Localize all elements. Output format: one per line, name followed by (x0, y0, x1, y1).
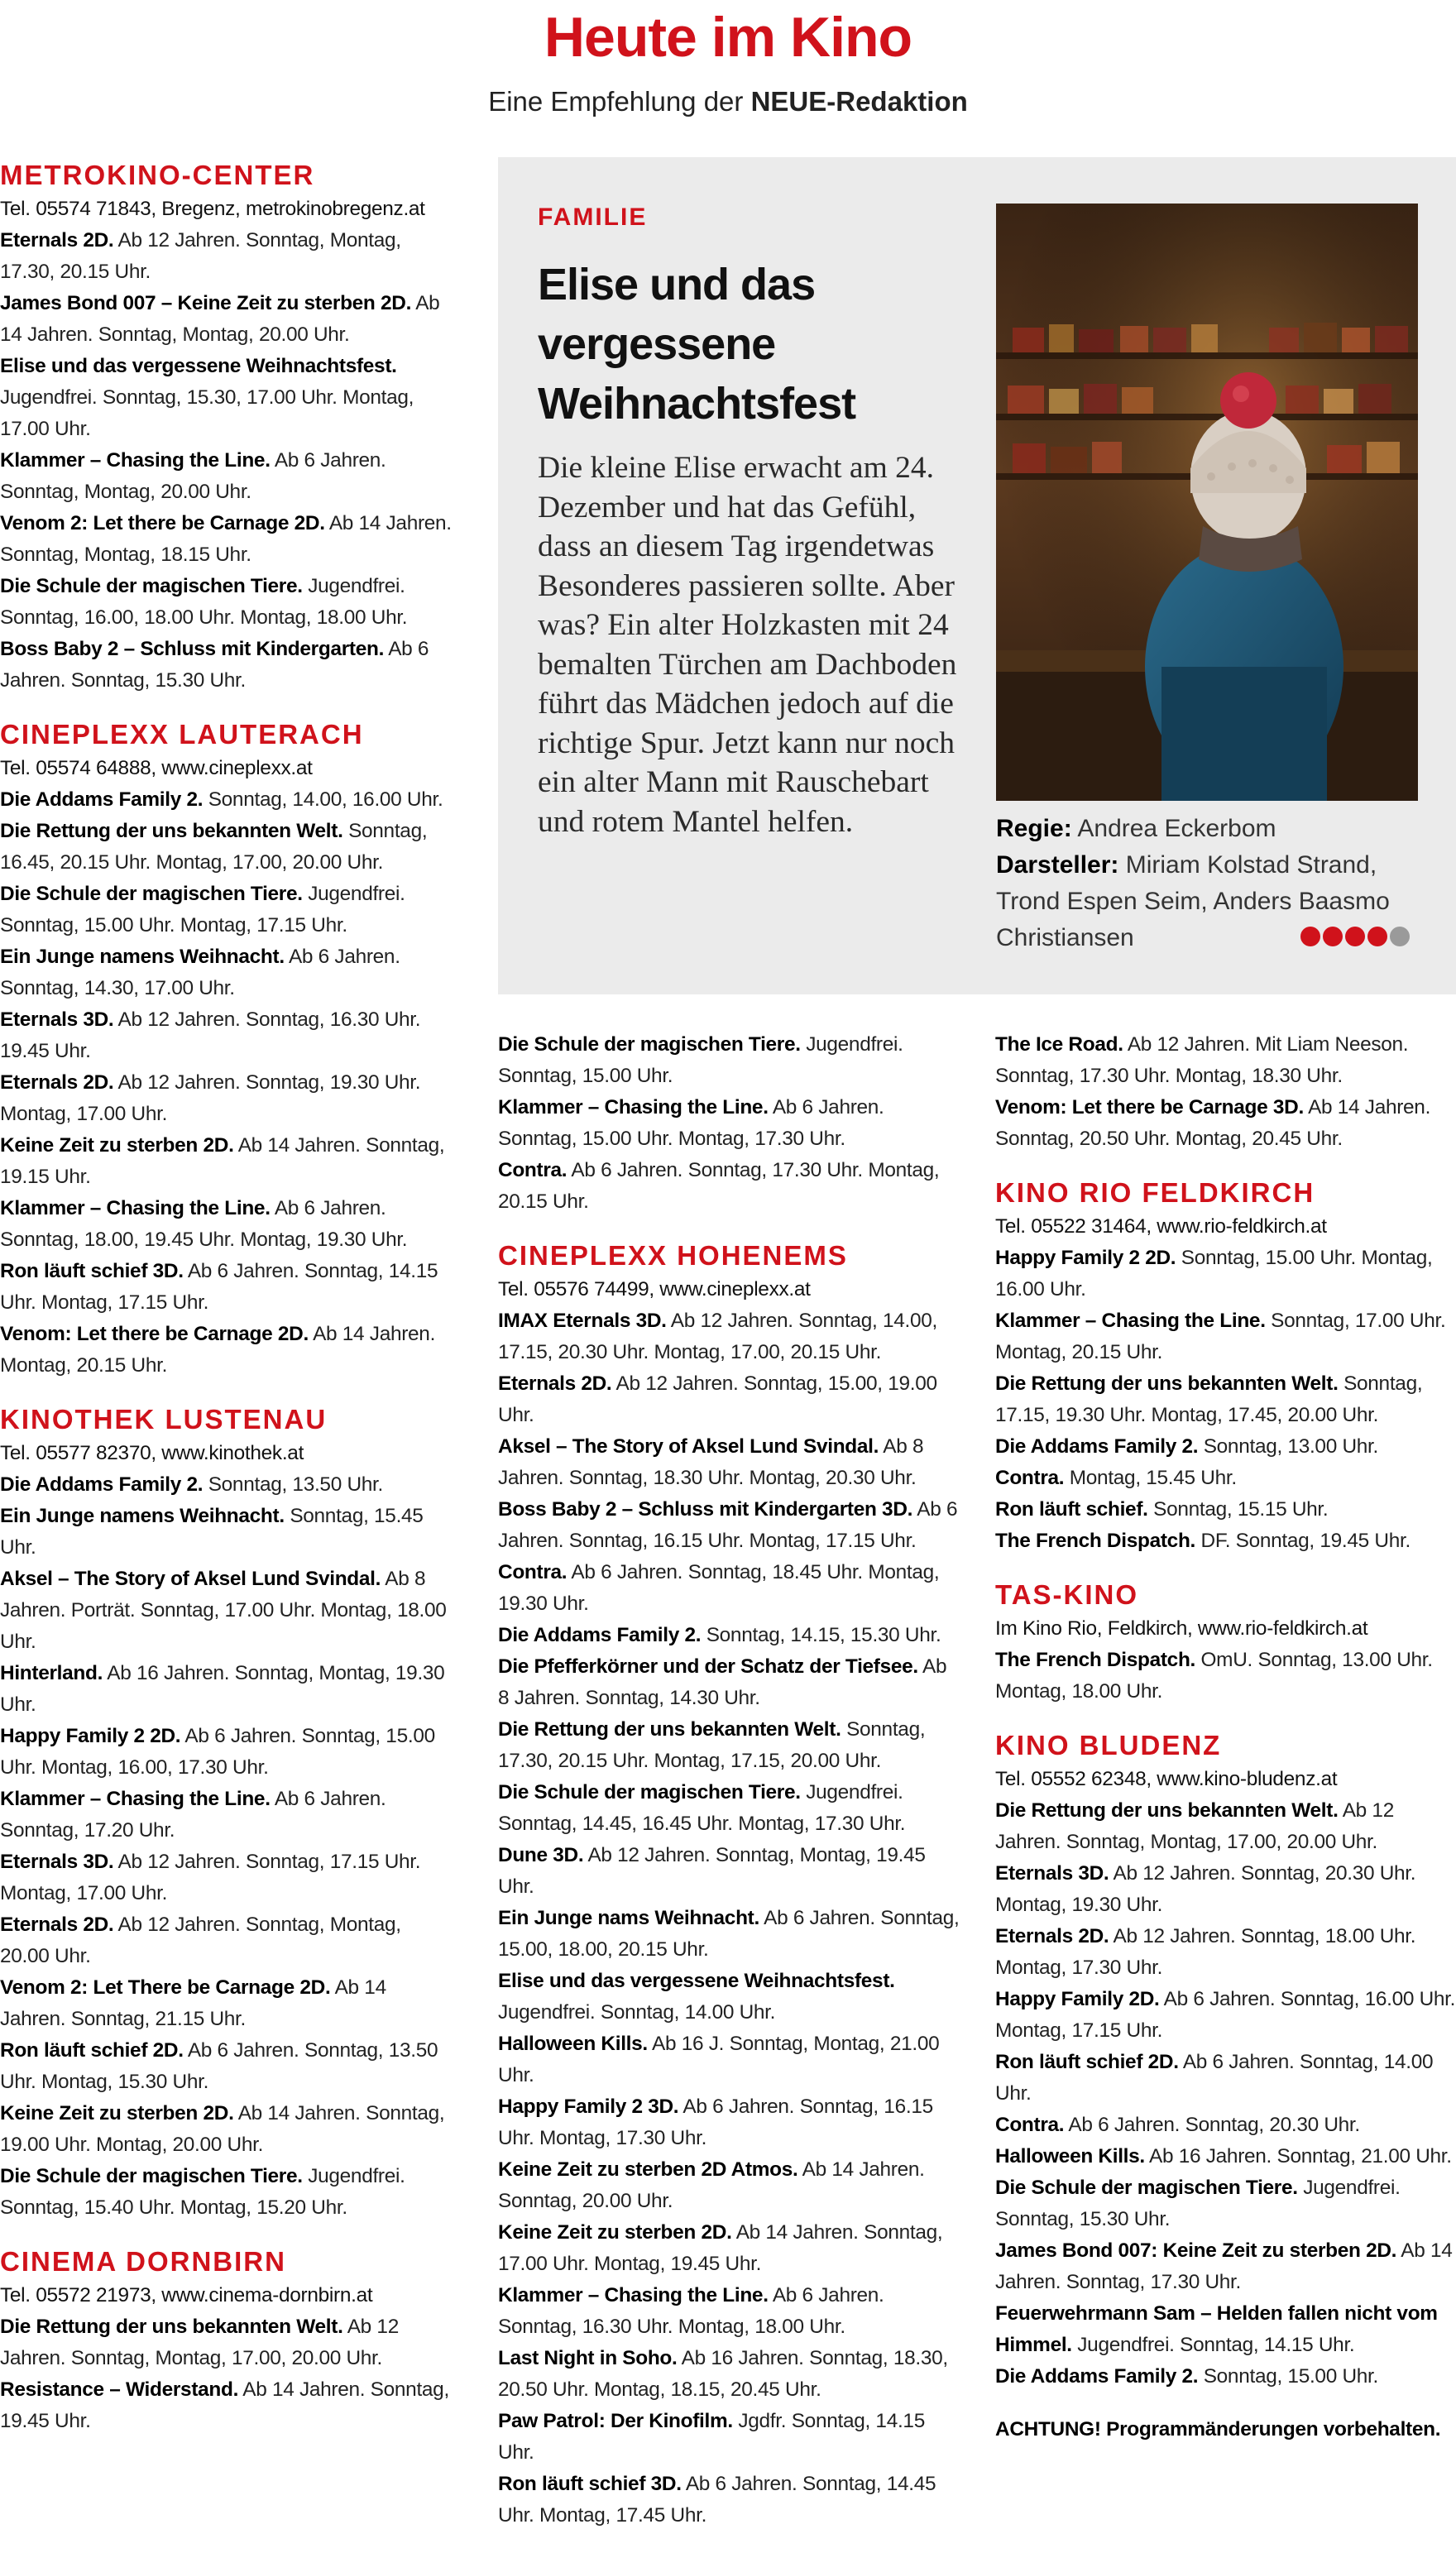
film-details: Sonntag, 15.45 Uhr. (0, 1505, 424, 1559)
rating-dots (1300, 927, 1412, 951)
film-listing (0, 288, 453, 351)
movie-still-image (996, 204, 1418, 801)
cinema-contact: Tel. 05552 62348, www.kino-bludenz.at (995, 1768, 1338, 1790)
film-details: Ab 12 Jahren. Sonntag, Montag, 19.45 Uhr. (498, 1844, 926, 1898)
film-listing (995, 1494, 1456, 1526)
film-title: Ron läuft schief 2D. (995, 2051, 1179, 2073)
cinema-block (0, 1403, 453, 2224)
film-title: Contra. (995, 1467, 1065, 1489)
film-details: Ab 14 Jahren. Montag, 20.15 Uhr. (0, 1323, 436, 1377)
film-listing (0, 225, 453, 288)
film-details: Ab 6 Jahren. Sonntag, 15.00, 18.00, 20.15 Uhr. (498, 1907, 960, 1961)
film-details: Ab 6 Jahren. Sonntag, 20.30 Uhr. (1068, 2114, 1360, 2136)
film-listing (498, 1092, 961, 1155)
rating-dot-filled (1323, 927, 1343, 946)
film-title: Venom 2: Let There be Carnage 2D. (0, 1976, 331, 1999)
film-title: Eternals 2D. (498, 1372, 612, 1395)
film-details: Jugendfrei. Sonntag, 15.00 Uhr. (498, 1033, 903, 1087)
film-details: Sonntag, 14.15, 15.30 Uhr. (706, 1624, 941, 1646)
film-listing (498, 1029, 961, 1092)
cinema-block (995, 1176, 1456, 1557)
film-listing (498, 2469, 961, 2531)
rating-dot-filled (1345, 927, 1365, 946)
film-listing (0, 1658, 453, 1721)
film-listing (498, 1651, 961, 1714)
film-details: Ab 14 Jahren. Sonntag, Montag, 20.00 Uhr. (0, 292, 440, 346)
film-listing (0, 1067, 453, 1130)
film-details: Jugendfrei. Sonntag, 15.30 Uhr. (995, 2177, 1401, 2230)
film-details: Ab 14 Jahren. Sonntag, 17.00 Uhr. Montag, 19.45 Uhr. (498, 2221, 943, 2275)
film-title: Eternals 2D. (0, 229, 114, 251)
film-details: Ab 16 J. Sonntag, Montag, 21.00 Uhr. (498, 2033, 940, 2086)
film-details: Ab 8 Jahren. Porträt. Sonntag, 17.00 Uhr. Montag, 18.00 Uhr. (0, 1568, 447, 1653)
film-title: Keine Zeit zu sterben 2D. (498, 2221, 732, 2244)
cinema-name: KINO BLUDENZ (995, 1730, 1222, 1760)
film-details: Ab 6 Jahren. Sonntag, 16.00 Uhr. Montag, 17.15 Uhr. (995, 1988, 1456, 2042)
film-listing (0, 2374, 453, 2437)
feature-title: Elise und das vergessene Weihnachtsfest (538, 260, 856, 429)
film-listing (498, 2280, 961, 2343)
film-listing (498, 2091, 961, 2154)
film-listing (498, 2406, 961, 2469)
film-listing (0, 508, 453, 571)
film-title: Die Pfefferkörner und der Schatz der Tiefsee. (498, 1655, 918, 1678)
film-listing (498, 1620, 961, 1651)
film-title: Eternals 2D. (995, 1925, 1109, 1947)
film-details: Sonntag, 15.15 Uhr. (1153, 1498, 1329, 1521)
film-title: Elise und das vergessene Weihnachtsfest. (0, 355, 397, 377)
film-title: Eternals 3D. (995, 1862, 1109, 1885)
film-listing (498, 1494, 961, 1557)
film-listing (995, 1431, 1456, 1463)
film-title: Klammer – Chasing the Line. (0, 449, 271, 472)
film-listing (498, 1840, 961, 1903)
film-details: Ab 8 Jahren. Sonntag, 18.30 Uhr. Montag, 20.30 Uhr. (498, 1435, 924, 1489)
film-listing (0, 2161, 453, 2224)
film-listing (0, 1469, 453, 1501)
film-listing (0, 2098, 453, 2161)
film-listing (0, 1319, 453, 1382)
cinema-contact: Tel. 05577 82370, www.kinothek.at (0, 1442, 304, 1464)
film-details: Ab 6 Jahren. Sonntag, 14.00 Uhr. (995, 2051, 1434, 2105)
film-title: Resistance – Widerstand. (0, 2378, 239, 2401)
film-title: Halloween Kills. (995, 2145, 1145, 2167)
film-title: Contra. (995, 2114, 1065, 2136)
film-details: Ab 6 Jahren. Sonntag, 15.00 Uhr. Montag, 16.00, 17.30 Uhr. (0, 1725, 435, 1779)
film-listing (0, 1721, 453, 1784)
film-details: Ab 16 Jahren. Sonntag, Montag, 19.30 Uhr. (0, 1662, 445, 1716)
film-title: Eternals 2D. (0, 1071, 114, 1094)
film-details: Ab 12 Jahren. Sonntag, 16.30 Uhr. 19.45 Uhr. (0, 1008, 421, 1062)
film-listing (995, 2047, 1456, 2110)
film-details: Sonntag, 17.00 Uhr. Montag, 20.15 Uhr. (995, 1310, 1446, 1363)
film-listing (498, 1903, 961, 1966)
film-listing (995, 2298, 1456, 2361)
film-listing (498, 2029, 961, 2091)
film-listing (498, 2154, 961, 2217)
film-listing (995, 2141, 1456, 2172)
film-listing (0, 1004, 453, 1067)
film-title: Klammer – Chasing the Line. (0, 1197, 271, 1219)
film-details: Ab 6 Jahren. Sonntag, 15.00 Uhr. Montag, 17.30 Uhr. (498, 1096, 884, 1150)
film-details: Jugendfrei. Sonntag, 14.45, 16.45 Uhr. Montag, 17.30 Uhr. (498, 1781, 906, 1835)
film-details: Ab 16 Jahren. Sonntag, 18.30, 20.50 Uhr. Montag, 18.15, 20.45 Uhr. (498, 2347, 948, 2401)
film-title: Ron läuft schief. (995, 1498, 1148, 1521)
film-listing (995, 1029, 1456, 1092)
film-listing (0, 571, 453, 634)
film-title: Keine Zeit zu sterben 2D. (0, 1134, 234, 1157)
film-title: Die Schule der magischen Tiere. (995, 2177, 1298, 2199)
cinema-contact: Tel. 05522 31464, www.rio-feldkirch.at (995, 1215, 1327, 1238)
film-title: Die Rettung der uns bekannten Welt. (498, 1718, 841, 1741)
film-details: Ab 6 Jahren. Sonntag, 14.15 Uhr. Montag, 17.15 Uhr. (0, 1260, 438, 1314)
film-listing (995, 1526, 1456, 1557)
film-details: Ab 6 Jahren. Sonntag, 13.50 Uhr. Montag, 15.30 Uhr. (0, 2039, 438, 2093)
film-details: Ab 14 Jahren. Sonntag, 19.45 Uhr. (0, 2378, 449, 2432)
director-label: Regie: (996, 815, 1072, 842)
film-listing (995, 2361, 1456, 2393)
film-title: Die Addams Family 2. (0, 788, 204, 811)
film-title: James Bond 007 – Keine Zeit zu sterben 2D. (0, 292, 412, 314)
film-listing (0, 351, 453, 445)
listing-column-1 (0, 159, 453, 2459)
film-details: Sonntag, 17.15, 19.30 Uhr. Montag, 17.45, 20.00 Uhr. (995, 1372, 1423, 1426)
film-title: Keine Zeit zu sterben 2D. (0, 2102, 234, 2124)
film-title: Die Rettung der uns bekannten Welt. (0, 2316, 343, 2338)
film-listing (498, 1714, 961, 1777)
film-title: Klammer – Chasing the Line. (498, 1096, 769, 1118)
film-title: Die Addams Family 2. (995, 2365, 1199, 2388)
cast-names: Miriam Kolstad Strand, Trond Espen Seim, Anders Baasmo Christiansen (996, 851, 1390, 951)
film-details: Ab 6 Jahren. Sonntag, 14.30, 17.00 Uhr. (0, 946, 400, 999)
cinema-block (995, 1729, 1456, 2393)
film-listing (0, 1784, 453, 1846)
film-title: Boss Baby 2 – Schluss mit Kindergarten. (0, 638, 385, 660)
film-details: Jugendfrei. Sonntag, 15.40 Uhr. Montag, 15.20 Uhr. (0, 2165, 405, 2219)
listing-column-3 (995, 1029, 1456, 2445)
film-title: Venom: Let there be Carnage 2D. (0, 1323, 309, 1345)
cinema-name: METROKINO-CENTER (0, 160, 315, 190)
film-title: Ein Junge namens Weihnacht. (0, 946, 285, 968)
film-details: Ab 12 Jahren. Sonntag, Montag, 17.00, 20.00 Uhr. (0, 2316, 399, 2369)
film-details: Ab 6 Jahren. Sonntag, Montag, 20.00 Uhr. (0, 449, 386, 503)
program-change-notice: ACHTUNG! Programmänderungen vorbehalten. (995, 2418, 1441, 2440)
film-details: Ab 14 Jahren. Sonntag, 21.15 Uhr. (0, 1976, 386, 2030)
subtitle-prefix: Eine Empfehlung der (488, 86, 751, 117)
film-listing (0, 1130, 453, 1193)
film-listing (0, 784, 453, 816)
film-details: Jugendfrei. Sonntag, 16.00, 18.00 Uhr. Montag, 18.00 Uhr. (0, 575, 408, 629)
film-listing (498, 1305, 961, 1368)
cinema-block (995, 1029, 1456, 1155)
film-title: Boss Baby 2 – Schluss mit Kindergarten 3D. (498, 1498, 913, 1521)
film-title: Klammer – Chasing the Line. (995, 1310, 1266, 1332)
film-title: Keine Zeit zu sterben 2D Atmos. (498, 2158, 798, 2181)
film-details: DF. Sonntag, 19.45 Uhr. (1200, 1530, 1410, 1552)
film-details: Ab 12 Jahren. Sonntag, Montag, 17.00, 20.00 Uhr. (995, 1799, 1394, 1853)
film-listing (498, 1557, 961, 1620)
film-listing (995, 1368, 1456, 1431)
film-title: IMAX Eternals 3D. (498, 1310, 667, 1332)
film-title: Die Schule der magischen Tiere. (498, 1781, 801, 1803)
cinema-contact: Tel. 05574 71843, Bregenz, metrokinobregenz.at (0, 198, 425, 220)
film-title: Die Schule der magischen Tiere. (0, 575, 303, 597)
film-details: Ab 14 Jahren. Sonntag, 19.15 Uhr. (0, 1134, 445, 1188)
film-listing (498, 2217, 961, 2280)
feature-body: Die kleine Elise erwacht am 24. Dezember und hat das Gefühl, dass an diesem Tag irgendetwas Besonderes passieren sollte. Aber was? Ein alter Holzkasten mit 24 bemalten Türchen am Dachboden führt das Mädchen jedoch auf die richtige Spur. Jetzt kann nur noch ein alter Mann mit Rauschebart und rotem Mantel helfen. (538, 451, 957, 839)
film-listing (498, 1155, 961, 1218)
film-title: Aksel – The Story of Aksel Lund Svindal. (498, 1435, 879, 1458)
film-title: Die Schule der magischen Tiere. (0, 883, 303, 905)
film-listing (0, 1846, 453, 1909)
film-details: Jugendfrei. Sonntag, 15.00 Uhr. Montag, 17.15 Uhr. (0, 883, 405, 936)
film-title: Die Schule der magischen Tiere. (0, 2165, 303, 2187)
cinema-block (0, 159, 453, 697)
film-details: Ab 14 Jahren. Sonntag, 17.30 Uhr. (995, 2239, 1453, 2293)
film-title: Paw Patrol: Der Kinofilm. (498, 2410, 733, 2432)
rating-dot-filled (1300, 927, 1320, 946)
film-title: Last Night in Soho. (498, 2347, 678, 2369)
film-listing (0, 941, 453, 1004)
film-details: Sonntag, 13.50 Uhr. (208, 1473, 383, 1496)
rating-dot-filled (1367, 927, 1387, 946)
film-title: Halloween Kills. (498, 2033, 648, 2055)
film-title: Klammer – Chasing the Line. (498, 2284, 769, 2306)
film-title: Ron läuft schief 2D. (0, 2039, 184, 2062)
feature-category: FAMILIE (538, 204, 648, 231)
film-details: Ab 6 Jahren. Sonntag, 18.00, 19.45 Uhr. Montag, 19.30 Uhr. (0, 1197, 408, 1251)
film-details: Sonntag, 14.00, 16.00 Uhr. (208, 788, 443, 811)
film-title: Happy Family 2 3D. (498, 2096, 679, 2118)
film-title: James Bond 007: Keine Zeit zu sterben 2D. (995, 2239, 1397, 2262)
feature-photo (996, 204, 1418, 801)
film-details: Ab 12 Jahren. Sonntag, 17.15 Uhr. Montag, 17.00 Uhr. (0, 1851, 421, 1904)
film-details: Sonntag, 17.30, 20.15 Uhr. Montag, 17.15, 20.00 Uhr. (498, 1718, 926, 1772)
film-title: Eternals 2D. (0, 1914, 114, 1936)
director-name: Andrea Eckerbom (1077, 815, 1276, 842)
film-listing (995, 1243, 1456, 1305)
listing-column-2 (498, 1029, 961, 2553)
film-details: Ab 12 Jahren. Sonntag, Montag, 17.30, 20.15 Uhr. (0, 229, 401, 283)
film-listing (0, 634, 453, 697)
film-details: Ab 8 Jahren. Sonntag, 14.30 Uhr. (498, 1655, 947, 1709)
film-details: OmU. Sonntag, 13.00 Uhr. Montag, 18.00 Uhr. (995, 1649, 1433, 1703)
film-details: Jgdfr. Sonntag, 14.15 Uhr. (498, 2410, 925, 2464)
cinema-block (0, 718, 453, 1382)
film-listing (995, 2235, 1456, 2298)
feature-box (498, 157, 1456, 994)
film-details: Sonntag, 13.00 Uhr. (1203, 1435, 1378, 1458)
subtitle-bold: NEUE-Redaktion (750, 86, 968, 117)
cinema-block (0, 2245, 453, 2437)
film-title: Feuerwehrmann Sam – Helden fallen nicht vom Himmel. (995, 2302, 1438, 2356)
cinema-contact: Tel. 05576 74499, www.cineplexx.at (498, 1278, 811, 1300)
film-listing (498, 2343, 961, 2406)
film-title: Ein Junge nams Weihnacht. (498, 1907, 759, 1929)
film-details: Ab 12 Jahren. Sonntag, Montag, 20.00 Uhr. (0, 1914, 401, 1967)
cinema-name: CINEPLEXX HOHENEMS (498, 1240, 848, 1271)
film-details: Ab 6 Jahren. Sonntag, 16.30 Uhr. Montag, 18.00 Uhr. (498, 2284, 884, 2338)
film-title: Venom: Let there be Carnage 3D. (995, 1096, 1304, 1118)
film-listing (0, 1564, 453, 1658)
film-details: Sonntag, 15.00 Uhr. Montag, 16.00 Uhr. (995, 1247, 1433, 1300)
film-details: Ab 6 Jahren. Sonntag, 17.30 Uhr. Montag, 20.15 Uhr. (498, 1159, 940, 1213)
rating-dot-empty (1390, 927, 1410, 946)
film-listing (498, 1431, 961, 1494)
film-listing (995, 1305, 1456, 1368)
film-details: Sonntag, 16.45, 20.15 Uhr. Montag, 17.00, 20.00 Uhr. (0, 820, 428, 874)
cinema-name: KINOTHEK LUSTENAU (0, 1404, 328, 1435)
film-listing (0, 816, 453, 879)
film-details: Ab 12 Jahren. Mit Liam Neeson. Sonntag, 17.30 Uhr. Montag, 18.30 Uhr. (995, 1033, 1409, 1087)
film-details: Ab 6 Jahren. Sonntag, 17.20 Uhr. (0, 1788, 386, 1842)
film-details: Ab 12 Jahren. Sonntag, 18.00 Uhr. Montag, 17.30 Uhr. (995, 1925, 1416, 1979)
film-title: The French Dispatch. (995, 1649, 1196, 1671)
film-listing (0, 1909, 453, 1972)
film-title: Klammer – Chasing the Line. (0, 1788, 271, 1810)
page-subtitle (0, 86, 1456, 117)
cinema-name: KINO RIO FELDKIRCH (995, 1177, 1315, 1208)
film-title: Elise und das vergessene Weihnachtsfest. (498, 1970, 895, 1992)
page-title: Heute im Kino (544, 6, 912, 69)
film-details: Ab 6 Jahren. Sonntag, 16.15 Uhr. Montag, 17.15 Uhr. (498, 1498, 958, 1552)
cinema-block (498, 1029, 961, 1218)
film-title: Aksel – The Story of Aksel Lund Svindal. (0, 1568, 381, 1590)
film-title: Happy Family 2 2D. (0, 1725, 181, 1747)
cinema-name: CINEMA DORNBIRN (0, 2246, 286, 2277)
film-title: Eternals 3D. (0, 1008, 114, 1031)
film-title: Happy Family 2 2D. (995, 1247, 1176, 1269)
cast-label: Darsteller: (996, 851, 1119, 879)
film-details: Ab 12 Jahren. Sonntag, 15.00, 19.00 Uhr. (498, 1372, 937, 1426)
film-listing (995, 1463, 1456, 1494)
film-title: Die Rettung der uns bekannten Welt. (995, 1372, 1339, 1395)
film-listing (0, 1501, 453, 1564)
film-title: Ron läuft schief 3D. (498, 2473, 682, 2495)
film-title: Ron läuft schief 3D. (0, 1260, 184, 1282)
film-listing (995, 2172, 1456, 2235)
film-listing (0, 879, 453, 941)
film-title: Happy Family 2D. (995, 1988, 1160, 2010)
cinema-name: CINEPLEXX LAUTERACH (0, 719, 364, 750)
film-details: Ab 6 Jahren. Sonntag, 14.45 Uhr. Montag, 17.45 Uhr. (498, 2473, 936, 2527)
cinema-contact: Tel. 05574 64888, www.cineplexx.at (0, 757, 313, 779)
film-listing (995, 1645, 1456, 1708)
film-listing (0, 2035, 453, 2098)
film-title: Die Rettung der uns bekannten Welt. (995, 1799, 1339, 1822)
film-title: Die Addams Family 2. (0, 1473, 204, 1496)
film-details: Jugendfrei. Sonntag, 14.00 Uhr. (498, 2001, 776, 2024)
film-title: Hinterland. (0, 1662, 103, 1684)
film-details: Ab 12 Jahren. Sonntag, 14.00, 17.15, 20.30 Uhr. Montag, 17.00, 20.15 Uhr. (498, 1310, 937, 1363)
film-details: Ab 12 Jahren. Sonntag, 20.30 Uhr. Montag, 19.30 Uhr. (995, 1862, 1416, 1916)
film-title: The Ice Road. (995, 1033, 1123, 1056)
film-listing (0, 1193, 453, 1256)
film-title: Die Addams Family 2. (995, 1435, 1199, 1458)
cinema-block (498, 1239, 961, 2531)
film-listing (0, 2311, 453, 2374)
film-listing (498, 1777, 961, 1840)
film-listing (995, 1795, 1456, 1858)
film-listing (498, 1368, 961, 1431)
cinema-contact: Tel. 05572 21973, www.cinema-dornbirn.at (0, 2284, 373, 2306)
film-details: Ab 16 Jahren. Sonntag, 21.00 Uhr. (1149, 2145, 1452, 2167)
film-listing (995, 1984, 1456, 2047)
film-title: Die Rettung der uns bekannten Welt. (0, 820, 343, 842)
film-listing (0, 1256, 453, 1319)
film-listing (498, 1966, 961, 2029)
film-details: Sonntag, 15.00 Uhr. (1203, 2365, 1378, 2388)
film-title: Dune 3D. (498, 1844, 584, 1866)
film-title: Die Schule der magischen Tiere. (498, 1033, 801, 1056)
cinema-contact: Im Kino Rio, Feldkirch, www.rio-feldkirch.at (995, 1617, 1368, 1640)
film-title: Die Addams Family 2. (498, 1624, 702, 1646)
film-details: Montag, 15.45 Uhr. (1069, 1467, 1237, 1489)
film-title: The French Dispatch. (995, 1530, 1196, 1552)
film-listing (0, 1972, 453, 2035)
film-title: Venom 2: Let there be Carnage 2D. (0, 512, 325, 534)
film-title: Contra. (498, 1561, 568, 1583)
film-title: Ein Junge namens Weihnacht. (0, 1505, 285, 1527)
film-details: Ab 6 Jahren. Sonntag, 15.30 Uhr. (0, 638, 429, 692)
film-details: Ab 14 Jahren. Sonntag, 20.00 Uhr. (498, 2158, 925, 2212)
film-details: Ab 14 Jahren. Sonntag, 20.50 Uhr. Montag, 20.45 Uhr. (995, 1096, 1431, 1150)
film-details: Ab 12 Jahren. Sonntag, 19.30 Uhr. Montag, 17.00 Uhr. (0, 1071, 421, 1125)
film-title: Eternals 3D. (0, 1851, 114, 1873)
film-listing (0, 445, 453, 508)
film-listing (995, 1092, 1456, 1155)
film-listing (995, 2110, 1456, 2141)
film-details: Jugendfrei. Sonntag, 15.30, 17.00 Uhr. Montag, 17.00 Uhr. (0, 386, 414, 440)
film-listing (995, 1921, 1456, 1984)
film-details: Jugendfrei. Sonntag, 14.15 Uhr. (1077, 2334, 1355, 2356)
film-details: Ab 6 Jahren. Sonntag, 16.15 Uhr. Montag, 17.30 Uhr. (498, 2096, 933, 2149)
cinema-block (995, 1578, 1456, 1708)
film-listing (995, 1858, 1456, 1921)
film-details: Ab 6 Jahren. Sonntag, 18.45 Uhr. Montag, 19.30 Uhr. (498, 1561, 940, 1615)
film-details: Ab 14 Jahren. Sonntag, 19.00 Uhr. Montag, 20.00 Uhr. (0, 2102, 445, 2156)
cinema-name: TAS-KINO (995, 1579, 1139, 1610)
film-title: Contra. (498, 1159, 568, 1181)
film-details: Ab 14 Jahren. Sonntag, Montag, 18.15 Uhr. (0, 512, 452, 566)
